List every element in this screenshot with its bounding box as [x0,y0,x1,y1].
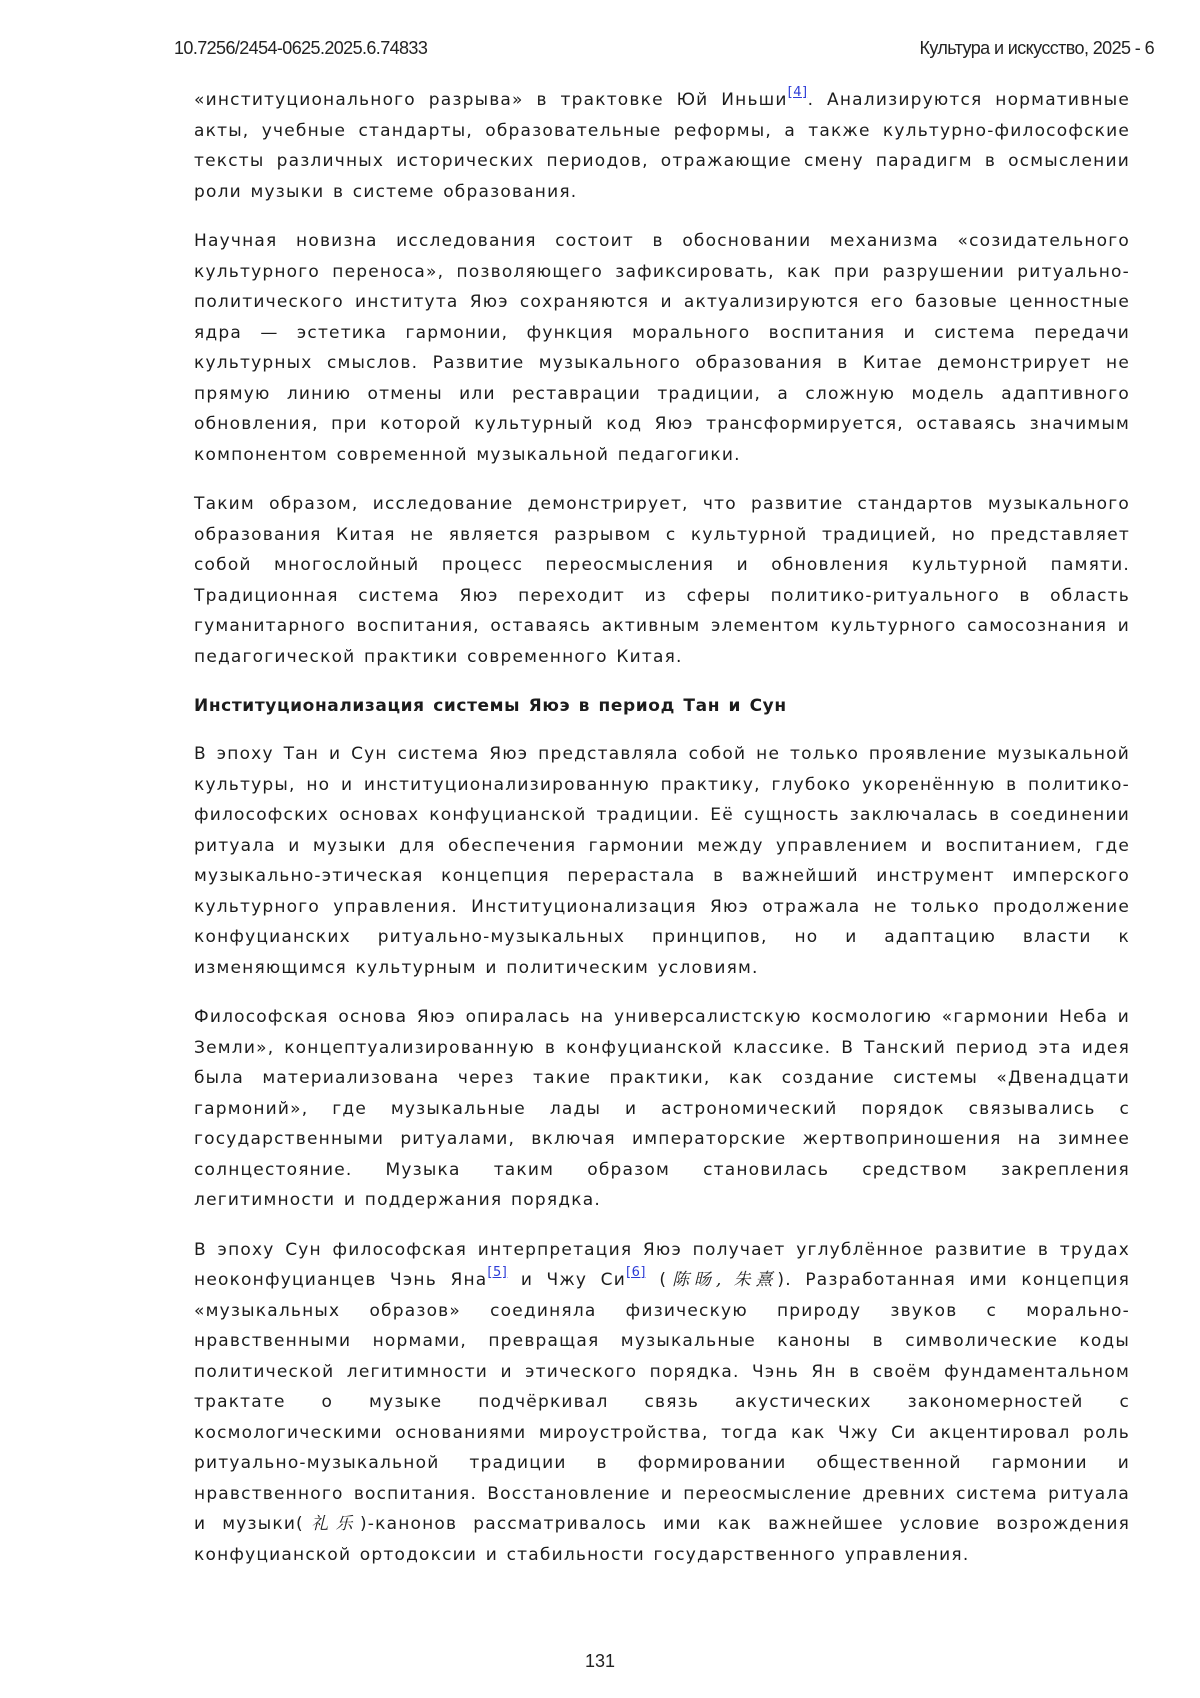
section-heading: Институционализация системы Яюэ в период Тан и Сун [194,696,787,716]
paragraph-text: «институционального разрыва» в трактовке Юй Иньши [194,90,788,110]
paragraph-song-era [194,1235,1130,1571]
paragraph-conclusion: Таким образом, исследование демонстрирует, что развитие стандартов музыкального образования Китая не является разрывом с культурной традицией, но представляет собой многослойный процесс переосмысления и обновления культурной памяти. Традиционная система Яюэ переходит из сферы политико-ритуального в область гуманитарного воспитания, оставаясь активным элементом культурного самосознания и педагогической практики современного Китая. [194,494,1130,667]
doi-label: 10.7256/2454-0625.2025.6.74833 [174,38,428,58]
paragraph-text: и Чжу Си [507,1270,626,1290]
paragraph-tang-song: В эпоху Тан и Сун система Яюэ представляла собой не только проявление музыкальной культуры, но и институционализированную практику, глубоко укоренённую в политико-философских основах конфуцианской традиции. Её сущность заключалась в соединении ритуала и музыки для обеспечения гармонии между управлением и воспитанием, где музыкально-этическая концепция перерастала в важнейший инструмент имперского культурного управления. Институционализация Яюэ отражала не только продолжение конфуцианских ритуально-музыкальных принципов, но и адаптацию власти к изменяющимся культурным и политическим условиям. [194,744,1130,978]
footnote-ref-6[interactable] [626,1265,646,1280]
journal-label: Культура и искусство, 2025 - 6 [919,38,1154,58]
footnote-link[interactable]: [4] [787,85,808,100]
running-header [174,38,1154,62]
paragraph-novelty: Научная новизна исследования состоит в обосновании механизма «созидательного культурного переноса», позволяющего зафиксировать, как при разрушении ритуально-политического института Яюэ сохраняются и актуализируются его базовые ценностные ядра — эстетика гармонии, функция морального воспитания и система передачи культурных смыслов. Развитие музыкального образования в Китае демонстрирует не прямую линию отмены или реставрации традиции, а сложную модель адаптивного обновления, при которой культурный код Яюэ трансформируется, оставаясь значимым компонентом современной музыкальной педагогики. [194,231,1130,465]
chinese-names: 陈旸, 朱熹 [667,1270,778,1290]
page-number: 131 [584,1651,616,1671]
footnote-link[interactable]: [5] [487,1265,508,1280]
paragraph-text: В эпоху Сун философская интерпретация Яюэ получает углублённое развитие в трудах неоконфуцианцев Чэнь Яна [194,1239,1130,1290]
paragraph-methods [194,85,1130,207]
paragraph-text: . Анализируются нормативные акты, учебные стандарты, образовательные реформы, а также культурно-философские тексты различных исторических периодов, отражающие смену парадигм в осмыслении роли музыки в системе образования. [194,90,1130,202]
footnote-ref-4[interactable] [788,85,808,100]
paragraph-philosophy: Философская основа Яюэ опиралась на универсалистскую космологию «гармонии Неба и Земли», концептуализированную в конфуцианской классике. В Танский период эта идея была материализована через такие практики, как создание системы «Двенадцати гармоний», где музыкальные лады и астрономический порядок связывались с государственными ритуалами, включая императорские жертвоприношения на зимнее солнцестояние. Музыка таким образом становилась средством закрепления легитимности и поддержания порядка. [194,1007,1130,1210]
paragraph-text: )-канонов рассматривалось ими как важнейшее условие возрождения конфуцианской ортодоксии и стабильности государственного управления. [194,1514,1130,1565]
chinese-term: 礼乐 [303,1514,360,1534]
article-body [194,85,1130,1589]
footnote-link[interactable]: [6] [626,1265,646,1280]
footnote-ref-5[interactable] [487,1265,507,1280]
paragraph-text: ). Разработанная ими концепция «музыкальных образов» соединяла физическую природу звуков с морально-нравственными нормами, превращая музыкальные каноны в символические коды политической легитимности и этического порядка. Чэнь Ян в своём фундаментальном трактате о музыке подчёркивал связь акустических закономерностей с космологическими основаниями мироустройства, тогда как Чжу Си акцентировал роль ритуально-музыкальной традиции в формировании общественной гармонии и нравственного воспитания. Восстановление и переосмысление древних система ритуала и музыки( [194,1270,1130,1534]
paragraph-text: ( [645,1270,668,1290]
